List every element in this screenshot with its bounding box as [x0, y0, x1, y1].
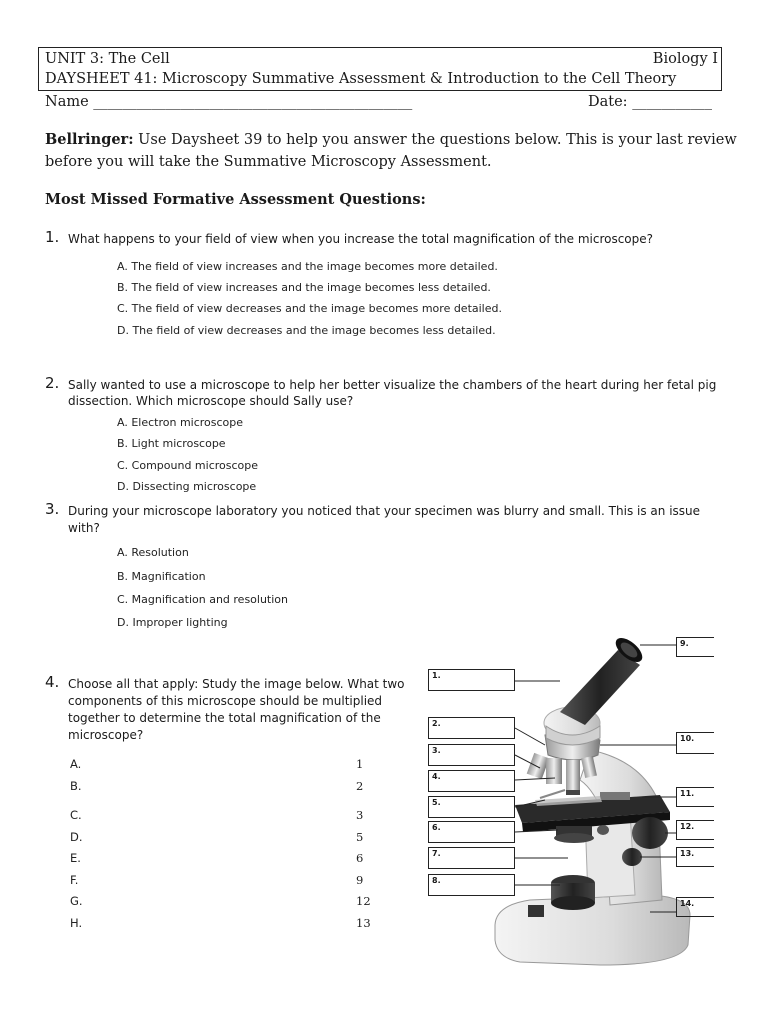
date-label: Date: [588, 94, 628, 110]
q4-answer-b-value: 2 [356, 779, 364, 793]
question-3-text-1: During your microscope laboratory you noticed that your specimen was blurry and small. This is an issue [68, 504, 701, 518]
question-1-option-c[interactable]: C. The field of view decreases and the image becomes more detailed. [117, 302, 502, 315]
q4-answer-g-letter[interactable]: G. [70, 894, 83, 908]
q4-answer-d-letter[interactable]: D. [70, 830, 83, 844]
question-4-text-2: components of this microscope should be multiplied [68, 694, 383, 708]
date-line[interactable]: ___________ [632, 94, 712, 110]
question-2-text-1: Sally wanted to use a microscope to help her better visualize the chambers of the heart during her fetal pig [68, 378, 717, 392]
diagram-label-12[interactable]: 12. [676, 820, 714, 840]
q4-answer-f-letter[interactable]: F. [70, 873, 79, 887]
question-4-number: 4. [45, 673, 60, 691]
q4-answer-a-letter[interactable]: A. [70, 757, 82, 771]
diagram-label-5[interactable]: 5. [428, 796, 515, 818]
bellringer-text-1: Use Daysheet 39 to help you answer the questions below. This is your last review [133, 132, 737, 148]
question-1-number: 1. [45, 228, 60, 246]
diagram-label-7[interactable]: 7. [428, 847, 515, 869]
question-2-text-2: dissection. Which microscope should Sally use? [68, 394, 354, 408]
diagram-label-9[interactable]: 9. [676, 637, 714, 657]
question-4-text-4: microscope? [68, 728, 144, 742]
question-2-option-b[interactable]: B. Light microscope [117, 437, 226, 450]
base-badge [528, 905, 544, 917]
bellringer-label: Bellringer: [45, 131, 134, 148]
question-3-text-2: with? [68, 521, 100, 535]
q4-answer-h-value: 13 [356, 916, 371, 930]
question-1-option-b[interactable]: B. The field of view increases and the image becomes less detailed. [117, 281, 491, 294]
question-1-text: What happens to your field of view when you increase the total magnification of the microscope? [68, 232, 654, 246]
q4-answer-a-value: 1 [356, 757, 364, 771]
question-3-option-d[interactable]: D. Improper lighting [117, 616, 228, 629]
diagram-label-3[interactable]: 3. [428, 744, 515, 766]
question-4-text-3: together to determine the total magnification of the [68, 711, 381, 725]
q4-answer-b-letter[interactable]: B. [70, 779, 82, 793]
question-2-option-a[interactable]: A. Electron microscope [117, 416, 244, 429]
q4-answer-f-value: 9 [356, 873, 364, 887]
q4-answer-e-letter[interactable]: E. [70, 851, 81, 865]
question-3-option-c[interactable]: C. Magnification and resolution [117, 593, 288, 606]
question-3-number: 3. [45, 500, 60, 518]
question-3-option-a[interactable]: A. Resolution [117, 546, 189, 559]
diagram-label-2[interactable]: 2. [428, 717, 515, 739]
question-3-option-b[interactable]: B. Magnification [117, 570, 206, 583]
question-2-option-c[interactable]: C. Compound microscope [117, 459, 259, 472]
diagram-label-13[interactable]: 13. [676, 847, 714, 867]
name-label: Name [45, 94, 89, 110]
question-1-option-d[interactable]: D. The field of view decreases and the image becomes less detailed. [117, 324, 496, 337]
diagram-label-4[interactable]: 4. [428, 770, 515, 792]
question-2-number: 2. [45, 374, 60, 392]
unit-title: UNIT 3: The Cell [45, 51, 170, 67]
q4-answer-d-value: 5 [356, 830, 364, 844]
name-line[interactable]: ____________________________________________ [93, 94, 413, 110]
diagram-label-8[interactable]: 8. [428, 874, 515, 896]
q4-answer-c-letter[interactable]: C. [70, 808, 82, 822]
bellringer-text-2: before you will take the Summative Microscopy Assessment. [45, 154, 492, 170]
daysheet-title: DAYSHEET 41: Microscopy Summative Assessment & Introduction to the Cell Theory [45, 71, 677, 87]
q4-answer-g-value: 12 [356, 894, 371, 908]
q4-answer-c-value: 3 [356, 808, 364, 822]
question-4-text-1: Choose all that apply: Study the image below. What two [68, 677, 405, 691]
question-1-option-a[interactable]: A. The field of view increases and the image becomes more detailed. [117, 260, 498, 273]
diagram-label-6[interactable]: 6. [428, 821, 515, 843]
question-2-option-d[interactable]: D. Dissecting microscope [117, 480, 257, 493]
diagram-label-10[interactable]: 10. [676, 732, 714, 754]
diagram-label-11[interactable]: 11. [676, 787, 714, 807]
q4-answer-e-value: 6 [356, 851, 364, 865]
diagram-label-14[interactable]: 14. [676, 897, 714, 917]
section-title: Most Missed Formative Assessment Questions: [45, 191, 426, 208]
diagram-label-1[interactable]: 1. [428, 669, 515, 691]
course-title: Biology I [652, 51, 718, 67]
q4-answer-h-letter[interactable]: H. [70, 916, 83, 930]
